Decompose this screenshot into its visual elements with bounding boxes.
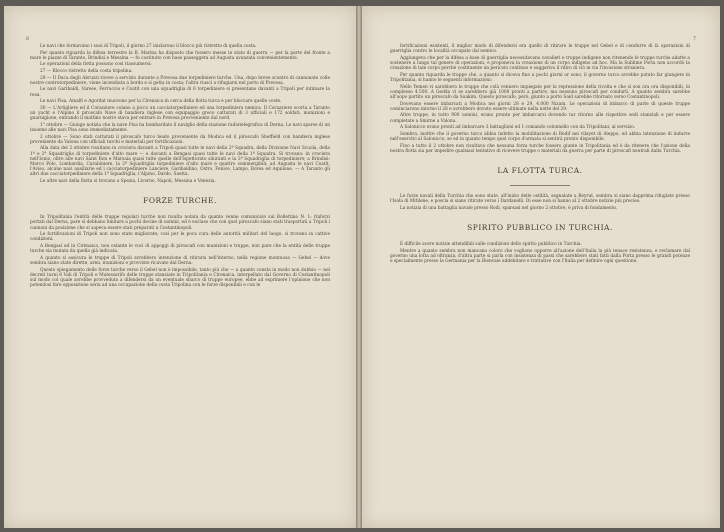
right-text-column <box>390 44 690 266</box>
left-block-1 <box>30 44 330 184</box>
paragraph: 29 — Il Duca degli Abruzzi riceve a servizio durante a Prevesa due torpediniere turche. Una, dopo breve scontro di cannonate colle nostre controtorpediniere, viene incendiata a bordo e si getta in costa; l'altra riuscì a rifugiarsi nel porto di Prevesa. <box>30 75 330 86</box>
paragraph: A quanto si assicura le truppe di Tripoli avrebbero intenzione di ritirarsi nell'interno, nella regione montuosa — Gebel — dove sembra siano state dirette, armi, munizioni e provviste ricavate dal Derna. <box>30 255 330 266</box>
paragraph: La notizia di una battaglia navale presso Rodi, sparsasi nel giorno 2 ottobre, è priva di fondamento. <box>400 205 618 211</box>
left-block-2 <box>30 215 330 288</box>
heading-flotta-turca: LA FLOTTA TURCA. <box>497 165 583 175</box>
paragraph: Altre truppe, in tutto 900 uomini, erano pronte per imbarcarsi dovendo tar ritorno alle rispettive sedi stanziali e per essere completate a Smirne a Valona. <box>390 113 690 124</box>
paragraph: Sembra, inoltre che il governo turco abbia indetto la mobilitazione di Redif nei vilayet di Aleppo, ed abbia intenzione di indurre nell'esercito al Salonicco, se ed in quanto tempo quel corpo d'armata si sentirà pronto disponibile. <box>390 131 690 142</box>
paragraph: 2 ottobre — Sono stati catturati il piroscafo turco beato proveniente da Modica ed il piroscafo Sheffield con bandiera inglese proveniente da Valona con ufficiali turchi e materiali per fortificazioni. <box>30 134 330 145</box>
paragraph: Per quanto riguarda la difesa terrestre la R. Marina ha disposto che fossero messe in stato di guerra — per la parte del fronte a mare le piazze di Taranto, Brindisi e Messina — fu costituito con base passeggera ad Augusta avanzata convenientemente. <box>30 50 330 61</box>
paragraph: Le forze navali della Turchia che sono state, all'inizio delle ostilità, segnalate a Beyrut, sembra si siano dapprima rifugiate presso l'Isola di Mitilene, e poscia si siano ritirate verso i Dardanelli. Di esse non si hanno al 2 ottobre notizie più precise. <box>390 193 690 205</box>
paragraph: Le navi che formavano i suoi di Tripoli, il giorno 27 iniziarono il blocco più ristretto di quella costa. <box>40 44 257 49</box>
paragraph: Le altre navi della flotta si trovano a Spezia, Livorno, Napoli, Messina e Venezia. <box>40 178 216 184</box>
paragraph: fortificazioni esistenti, il miglior modo di difendersi era quello di ritirare le truppe nel Gebel e di condurre di là operazioni di guerriglia contro le località occupate dal nemico. <box>390 44 690 55</box>
paragraph: Questo spiegamento delle forze turche verso il Gebel non è impossibile, tanto più che — a quanto consta in modo non dubbio — nel decreti turni 6 Vali di Tripoli e Mutessarifo delle truppe stanziate in Tripolitania e Cirenaica, interpellato dal Governo di Costantinopoli sul modo col quale avrebbe provveduto a difendersi da un eventuale sbarco di truppe europee, ebbe ad esprimere l'opinione che non potendosi fare opposizione seria ad una occupazione della costa Tripolina con le forze disponibili e con le <box>30 267 330 289</box>
paragraph: Aggiungeva che per la difesa a base di guerriglia necessitavano cavalieri e truppe indigene non ritenendo le truppe turche adatte a sostenere a lungo tal genere di operazioni, e proponeva la creazione di un corpo indigeno ad hoc. Ma la Sublime Porta non accordò la creazione di tale corpo perchè costituente un pericolo continuo e suggeriva il ritiro di ciò in via l'invasione straniera. <box>390 55 690 72</box>
heading-spirito-pubblico: SPIRITO PUBBLICO IN TURCHIA. <box>467 222 613 232</box>
paragraph: Per quanto riguarda le truppe che, a quanto si diceva fino a pochi giorni or sono, il governo turco avrebbe potuto far giungere in Tripolitania, si hanno le seguenti informazioni: <box>390 72 690 83</box>
paragraph: Le navi Garibaldi, Varese, Ferruccio e Coatit con una squadriglia di 6 torpediniere si presentano davanti a Tripoli per intimare la resa. <box>30 87 330 98</box>
paragraph: Le navi Pisa, Amalfi e Agordat muovono per la Cirenaica in cerca della flotta turca e per bloccare quelle coste. <box>40 99 282 105</box>
paragraph: Nello Yemen vi sarebbero le truppe che colà vennero impiegate per la repressione della rivolta e che si son ora ora disponibili, in complesso 4.500. A Gedda vi se sarebbero già 1000 pronti a partire, ma nessuno piroscafi per condurli. A quanto sembra sarebbe all'uopo partito un piroscafo da Suakim. Questo piroscafo, però, giunto a porto Said sarebbe ritornato verso Costantinopoli. <box>390 84 690 100</box>
paragraph: Fino a tutto il 2 ottobre non risultava che nessuna forza turche fossero giunte in Tripolitania ed è da ritenere che l'azione della nostra flotta sia per impedire qualsiasi tentativo di ricevere truppe o materiali da guerra per parte di piroscafi neutrali dalla Turchia. <box>390 143 690 154</box>
paragraph: In Tripolitania l'entità delle truppe regolari turche non risulta notata da quanto venne comunicato sul Bollettino N. 1: rinforzi portati dal Derna, pare si debbano limitare a pochi decine di uomini, ed è escluso che con quel piroscafo siano stati trasportati a Tripoli i cannoni da posizione che si sapeva essere stati preparati a Costantinopoli. <box>30 215 330 231</box>
paragraph: 1° ottobre — Giunge notizia che la nave Pisa ha bombardato il naviglio della stazione radiotelegrafica di Derna. Le navi sparse di un insieme alle navi Pisa sono immediatamente. <box>30 122 330 133</box>
left-text-column <box>30 44 330 290</box>
right-block-3 <box>390 242 690 264</box>
right-page-number: 7 <box>692 36 696 42</box>
right-block-2 <box>390 194 690 211</box>
heading-rule <box>510 185 570 186</box>
paragraph: Le operazioni della flotta possono così riassumersi: <box>40 62 152 68</box>
heading-forze-turche: FORZE TURCHE. <box>143 196 217 206</box>
left-page-number: 6 <box>26 36 30 42</box>
left-page <box>4 6 356 528</box>
right-page <box>362 6 720 528</box>
paragraph: È difficile avere notizie attendibili sulle condizioni dello spirito pubblico in Turchia. <box>400 241 582 247</box>
paragraph: A Salonicco erano pronti ad imbarcare 3 battaglioni ed 1 comando colonnello con da Tripolitani, al servizio. <box>400 125 636 131</box>
paragraph: Dovevano essere imbarcati a Modica nei giorni 28 e 29, 4.000 Nizam. Le operazioni di imbarco di parte di queste truppe cominciarono intorno il 28 e avrebbero dovuto essere ultimate nella notte del 29. <box>390 101 690 112</box>
paragraph: A Bengasi ed in Cirenaica, non ostante le voci di appoggi di piroscafi con munizioni e truppe, non pare che la entità delle truppe turche sia mutata da quella già indicata. <box>30 243 330 255</box>
paragraph: Alla data del 2 ottobre risultano in crociera davanti a Tripoli quasi tutte le navi della 2ª Squadra, della Divisione Navi Scuola, della 1ª e 2ª Squadriglia di torpediniere d'alto mare — e davanti a Bengasi quasi tutte le navi della 1ª Squadra. Si trovano: in crociera nell'Ionio, oltre alle navi Saint Bon e Marsaia quasi tutte quelle dell'Ispettorato siluranti e la 3ª Squadriglia di torpediniere; a Brindisi: Marco Polo, Lombardia, Carabiniere, la 2ª Squadriglia torpediniere d'alto mare e quattro sommergibili; ad Augusta le navi Coatit, l'Aviso, alcune navi ausiliarie ed i cacciatorpediniere Lanciere, Garibaldino, Ostro, Fenice, Lampo, Borea ed Aquilone. — A Taranto gli altri due cacciatorpediniere della 1ª Squadriglia, l'Alpino, Dardo, Saetta. <box>30 146 330 178</box>
right-block-1 <box>390 44 690 154</box>
paragraph: 27 — Blocco ristretto della costa tripolina. <box>40 68 133 74</box>
paragraph: 30 — L'Artigliere ed il Corazziere colano a picco un cacciatorpediniere ed una torpediniera nemica. Il Corazziere scorta a Taranto un yacht e l'Alpino il piroscafo Nave di bandiera inglese con equipaggio greco catturati di 3 ufficiali e 172 soldati, munizioni e guarnigione, entrando il mattino nostro stava per entrare in Prevesa provveniente dal nord. <box>30 105 330 122</box>
paragraph: Mentre a quanto sembra non mancano coloro che vogliono opporre all'azione dell'Italia la più tenace resistenza, e reclamare dal governo una lotta ad oltranza, d'altra parte si parla con insistenza di passi che sarebbero stati fatti dalla Porta presso le grandi potenze e specialmente presso la Germania per la Bienvaie addebitare e trattative con l'Italia per definire ogni questione. <box>390 248 690 264</box>
paragraph: Le fortificazioni di Tripoli non sono state migliorate; così per le poca cura delle autorità militari del luogo, si trovano in cattive condizioni. <box>30 232 330 243</box>
